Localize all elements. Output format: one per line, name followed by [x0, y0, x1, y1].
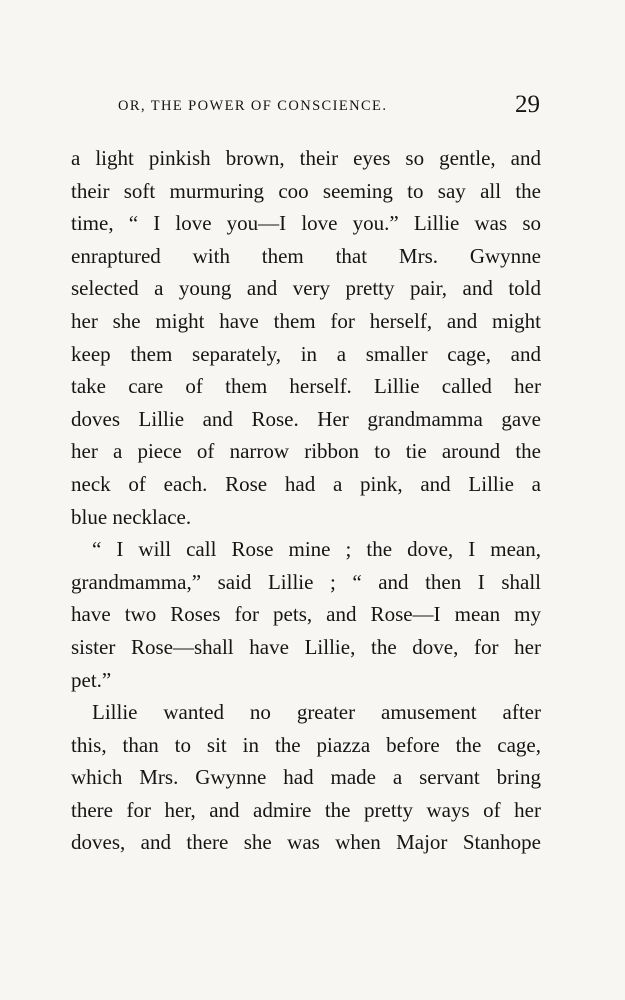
running-head [118, 92, 540, 122]
text-line: there for her, and admire the pretty ways of her [71, 797, 541, 822]
page-number: 29 [515, 91, 540, 118]
text-line: take care of them herself. Lillie called her [71, 374, 541, 399]
text-line: her she might have them for herself, and might [71, 308, 541, 333]
text-line: pet.” [71, 667, 112, 692]
text-line: enraptured with them that Mrs. Gwynne [71, 243, 541, 268]
text-line: Lillie wanted no greater amusement after [92, 700, 541, 725]
text-line: their soft murmuring coo seeming to say all the [71, 178, 541, 203]
text-line: which Mrs. Gwynne had made a servant bring [71, 765, 541, 790]
running-title: OR, THE POWER OF CONSCIENCE. [118, 98, 388, 114]
text-line: doves, and there she was when Major Stanhope [71, 830, 541, 855]
body-text [71, 142, 541, 859]
text-line: keep them separately, in a smaller cage, and [71, 341, 541, 366]
text-line: this, than to sit in the piazza before the cage, [71, 732, 541, 757]
text-line: blue necklace. [71, 504, 192, 529]
text-line: her a piece of narrow ribbon to tie around the [71, 439, 541, 464]
text-line: doves Lillie and Rose. Her grandmamma gave [71, 406, 541, 431]
text-line: time, “ I love you—I love you.” Lillie was so [71, 211, 541, 236]
text-line: have two Roses for pets, and Rose—I mean my [71, 602, 541, 627]
text-line: neck of each. Rose had a pink, and Lillie a [71, 471, 541, 496]
text-line: a light pinkish brown, their eyes so gentle, and [71, 146, 541, 170]
text-line: sister Rose—shall have Lillie, the dove, for her [71, 634, 541, 659]
text-line: “ I will call Rose mine ; the dove, I mean, [92, 537, 541, 562]
text-line: selected a young and very pretty pair, and told [71, 276, 541, 301]
text-line: grandmamma,” said Lillie ; “ and then I shall [71, 569, 541, 594]
